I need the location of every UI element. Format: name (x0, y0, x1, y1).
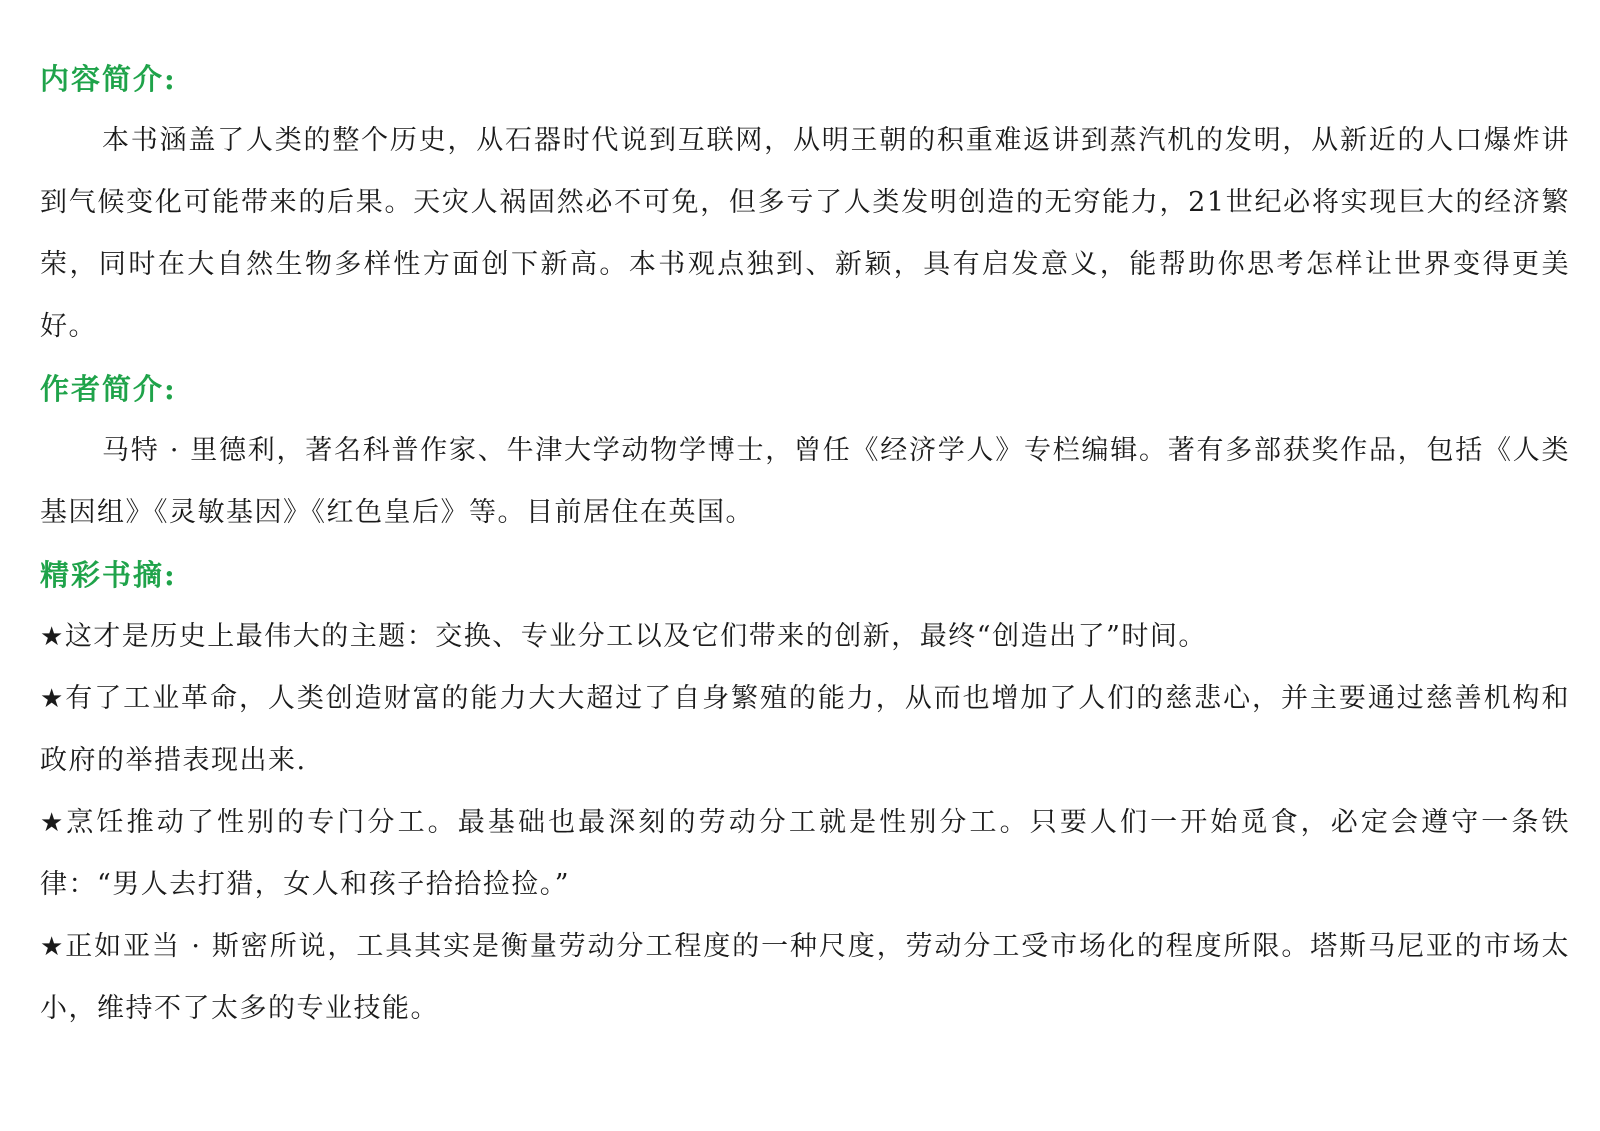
excerpt-item (40, 606, 1570, 668)
excerpts-heading: 精彩书摘: (40, 558, 177, 592)
excerpt-text: 这才是历史上最伟大的主题：交换、专业分工以及它们带来的创新，最终“创造出了”时间。 (64, 621, 1207, 652)
excerpt-item (40, 792, 1570, 916)
star-icon: ★ (40, 622, 65, 652)
excerpt-text: 烹饪推动了性别的专门分工。最基础也最深刻的劳动分工就是性别分工。只要人们一开始觅食，必定会遵守一条铁律：“男人去打猎，女人和孩子拾拾捡捡。” (40, 807, 1571, 900)
content-intro-text: 本书涵盖了人类的整个历史，从石器时代说到互联网，从明王朝的积重难返讲到蒸汽机的发明，从新近的人口爆炸讲到气候变化可能带来的后果。天灾人祸固然必不可免，但多亏了人类发明创造的无穷能力，21世纪必将实现巨大的经济繁荣，同时在大自然生物多样性方面创下新高。本书观点独到、新颖，具有启发意义，能帮助你思考怎样让世界变得更美好。 (40, 125, 1570, 342)
excerpt-text: 正如亚当 · 斯密所说，工具其实是衡量劳动分工程度的一种尺度，劳动分工受市场化的程度所限。塔斯马尼亚的市场太小，维持不了太多的专业技能。 (40, 931, 1570, 1024)
excerpt-item (40, 916, 1570, 1040)
content-intro-section (40, 48, 1570, 358)
content-intro-heading: 内容简介: (40, 62, 177, 96)
excerpt-text: 有了工业革命，人类创造财富的能力大大超过了自身繁殖的能力，从而也增加了人们的慈悲心，并主要通过慈善机构和政府的举措表现出来. (40, 683, 1571, 776)
excerpt-item (40, 668, 1570, 792)
star-icon: ★ (40, 808, 67, 838)
author-intro-heading: 作者简介: (40, 372, 177, 406)
excerpts-section (40, 544, 1570, 1040)
book-info-page (40, 48, 1570, 1040)
star-icon: ★ (40, 932, 66, 962)
star-icon: ★ (40, 684, 66, 714)
author-intro-section (40, 358, 1570, 544)
author-intro-text: 马特 · 里德利，著名科普作家、牛津大学动物学博士，曾任《经济学人》专栏编辑。著有多部获奖作品，包括《人类基因组》《灵敏基因》《红色皇后》等。目前居住在英国。 (40, 435, 1570, 528)
